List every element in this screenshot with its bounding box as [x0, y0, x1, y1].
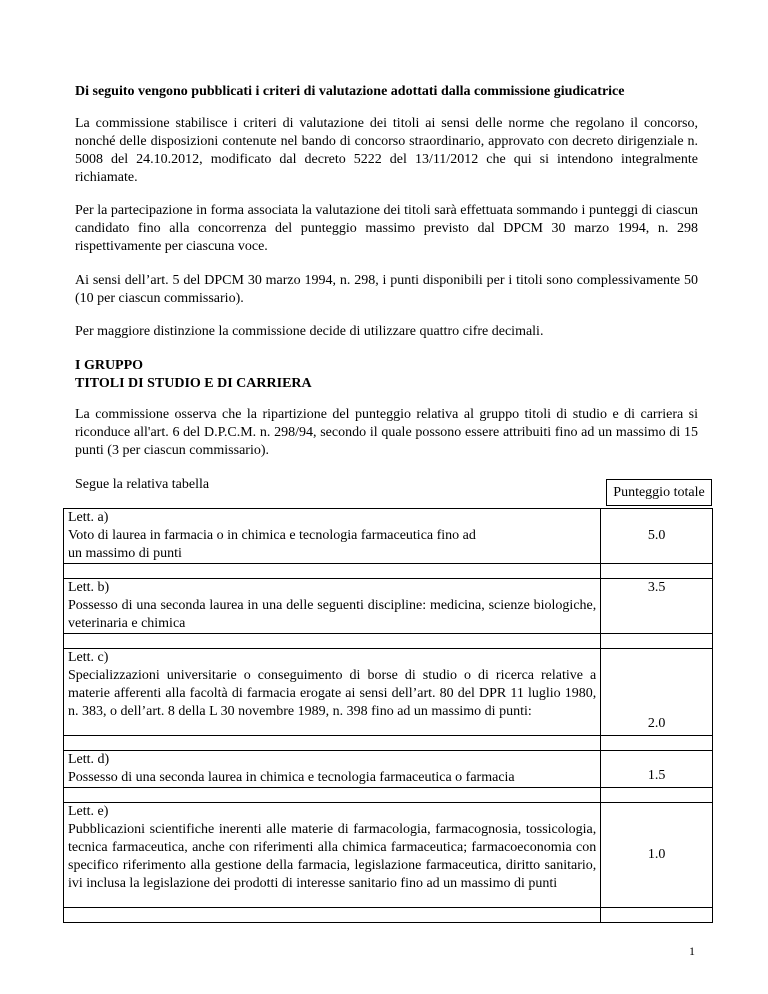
row-score: 1.0 [601, 803, 713, 908]
section-group: I GRUPPO [75, 358, 144, 373]
section-name: TITOLI DI STUDIO E DI CARRIERA [75, 376, 312, 391]
page-number: 1 [689, 944, 695, 958]
criteria-table [63, 508, 713, 923]
row-letter: Lett. c) [68, 650, 109, 665]
paragraph-criteria: La commissione stabilisce i criteri di valutazione dei titoli ai sensi delle norme che regolano il concorso, nonché delle disposizioni contenute nel bando di concorso straordinario, approvato con decreto dirigenziale n. 5008 del 24.10.2012, modificato dal decreto 5222 del 13/11/2012 che qui si intendono integralmente richiamate. [75, 116, 698, 185]
row-letter: Lett. b) [68, 580, 110, 595]
row-description [64, 509, 601, 564]
document-page [68, 0, 713, 994]
row-description [64, 579, 601, 634]
document-heading: Di seguito vengono pubblicati i criteri di valutazione adottati dalla commissione giudicatrice [75, 84, 625, 99]
score-header: Punteggio totale [606, 479, 712, 506]
row-score: 1.5 [601, 751, 713, 788]
table-row [64, 509, 713, 564]
paragraph-decimals: Per maggiore distinzione la commissione decide di utilizzare quattro cifre decimali. [75, 324, 544, 339]
row-text: Possesso di una seconda laurea in chimica e tecnologia farmaceutica o farmacia [68, 770, 515, 785]
table-row [64, 751, 713, 788]
table-spacer-row [64, 788, 713, 803]
row-score: 3.5 [601, 579, 713, 634]
row-score: 2.0 [601, 649, 713, 736]
row-text: Pubblicazioni scientifiche inerenti alle materie di farmacologia, farmacognosia, tossicologia, tecnica farmaceutica, anche con riferimenti alla chimica farmaceutica; farmacoeconomia con specifico riferimento alla gestione della farmacia, legislazione farmaceutica, diritto sanitario, ivi inclusa la legislazione dei prodotti di interesse sanitario fino ad un massimo di punti [68, 822, 597, 891]
table-spacer-row [64, 736, 713, 751]
row-letter: Lett. d) [68, 752, 110, 767]
row-description [64, 649, 601, 736]
section-title [75, 357, 312, 393]
table-row [64, 649, 713, 736]
row-text: Possesso di una seconda laurea in una delle seguenti discipline: medicina, scienze biologiche, veterinaria e chimica [68, 598, 597, 631]
table-spacer-row [64, 634, 713, 649]
table-row [64, 579, 713, 634]
row-description [64, 751, 601, 788]
row-text: Voto di laurea in farmacia o in chimica e tecnologia farmaceutica fino ad un massimo di punti [68, 528, 476, 561]
paragraph-points: Ai sensi dell’art. 5 del DPCM 30 marzo 1994, n. 298, i punti disponibili per i titoli sono complessivamente 50 (10 per ciascun commissario). [75, 273, 698, 306]
row-description [64, 803, 601, 908]
section-intro: La commissione osserva che la ripartizione del punteggio relativa al gruppo titoli di studio e di carriera si riconduce all'art. 6 del D.P.C.M. n. 298/94, secondo il quale possono essere attribuiti fino ad un massimo di 15 punti (3 per ciascun commissario). [75, 407, 698, 458]
paragraph-associated: Per la partecipazione in forma associata la valutazione dei titoli sarà effettuata sommando i punteggi di ciascun candidato fino alla concorrenza del punteggio massimo previsto dal DPCM 30 marzo 1994, n. 298 rispettivamente per ciascuna voce. [75, 203, 698, 254]
row-letter: Lett. e) [68, 804, 109, 819]
row-letter: Lett. a) [68, 510, 109, 525]
row-text: Specializzazioni universitarie o conseguimento di borse di studio o di ricerca relative a materie afferenti alla facoltà di farmacia erogate ai sensi dell’art. 80 del DPR 11 luglio 1980, n. 383, o dell’art. 8 della L 30 novembre 1989, n. 398 fino ad un massimo di punti: [68, 668, 597, 719]
row-score: 5.0 [601, 509, 713, 564]
table-spacer-row [64, 908, 713, 923]
table-row [64, 803, 713, 908]
table-spacer-row [64, 564, 713, 579]
table-intro: Segue la relativa tabella [75, 477, 210, 492]
